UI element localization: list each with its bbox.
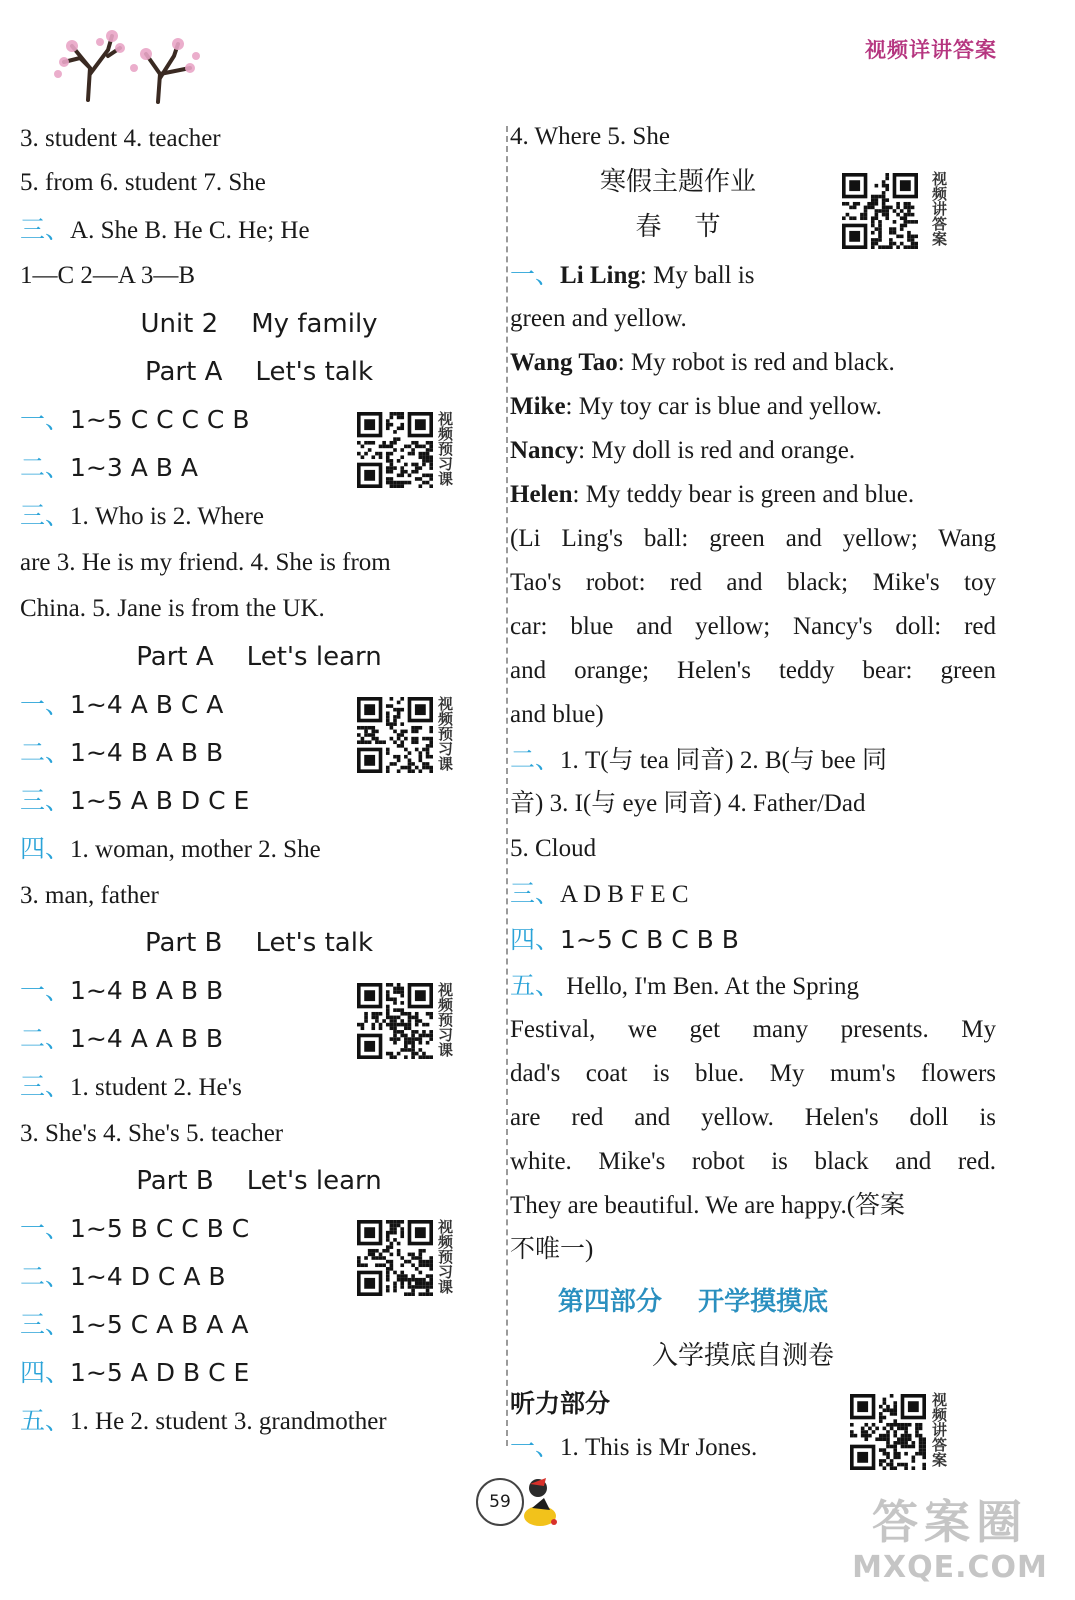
watermark-top: 答案圈 [872,1495,1028,1549]
listening-section-label: 听力部分 [510,1389,611,1418]
section-marker: 一、 [20,1214,71,1243]
section-marker: 二、 [20,1024,71,1053]
entrance-test-heading: 入学摸底自测卷 [651,1341,834,1371]
answer-line: car: blue and yellow; Nancy's doll: red [510,613,996,640]
qr-caption: 视频讲答案 [932,1391,948,1469]
answer-line: 3. She's 4. She's 5. teacher [20,1120,284,1147]
answer-line: 音) 3. I(与 eye 同音) 4. Father/Dad [510,790,866,817]
qr-code-icon[interactable] [842,173,918,249]
answer-line: Mike: My toy car is blue and yellow. [510,393,882,420]
theme-title: 春 节 [635,212,721,242]
answer-line: 一、1~4 B A B B [20,976,224,1005]
answer-line: China. 5. Jane is from the UK. [20,595,325,622]
speaker-name: Wang Tao [510,349,618,376]
qr-code-icon[interactable] [357,1220,433,1296]
speaker-name: Nancy [510,437,579,464]
part-heading: Part A Let's learn [136,642,382,672]
answer-line: 三、1. Who is 2. Where [20,501,264,530]
answer-line: 四、1~5 C B C B B [510,925,739,954]
column-divider [506,126,508,1446]
answer-line: 一、1~5 B C C B C [20,1214,250,1243]
speaker-name: Li Ling [560,262,640,289]
answer-line: green and yellow. [510,305,687,332]
section-marker: 四、 [20,834,71,863]
answer-line: 五、 Hello, I'm Ben. At the Spring [510,971,859,1000]
answer-line: 四、1~5 A D B C E [20,1358,250,1387]
section-marker: 二、 [20,453,71,482]
blossom-branch-illustration [50,28,200,106]
answer-line: 5. from 6. student 7. She [20,169,266,196]
section-marker: 三、 [20,1072,71,1101]
section-marker: 一、 [510,1432,561,1461]
part-heading: Part B Let's talk [144,928,374,958]
answer-line: 二、1~4 D C A B [20,1262,226,1291]
speaker-name: Mike [510,393,566,420]
part-heading: Part B Let's learn [136,1166,382,1196]
qr-caption: 视频预习课 [438,1218,454,1296]
answer-line: are red and yellow. Helen's doll is [510,1104,996,1131]
answer-line: 3. man, father [20,882,159,909]
qr-caption: 视频预习课 [438,410,454,488]
section-marker: 二、 [20,1262,71,1291]
answer-line: 5. Cloud [510,835,597,862]
watermark-bottom: MXQE.COM [852,1550,1048,1585]
section-marker: 三、 [20,501,71,530]
qr-caption: 视频预习课 [438,981,454,1059]
section-marker: 一、 [20,976,71,1005]
answer-line: and orange; Helen's teddy bear: green [510,657,996,684]
answer-line: 四、1. woman, mother 2. She [20,834,321,863]
section-marker: 一、 [20,690,71,719]
answer-line: Tao's robot: red and black; Mike's toy [510,569,996,596]
section-marker: 一、 [510,260,561,289]
section-marker: 二、 [510,745,561,774]
answer-line: 二、1~4 B A B B [20,738,224,767]
qr-code-icon[interactable] [850,1394,926,1470]
part-four-heading: 第四部分 开学摸摸底 [557,1287,829,1317]
answer-line: 1—C 2—A 3—B [20,262,196,289]
qr-code-icon[interactable] [357,983,433,1059]
qr-caption: 视频预习课 [438,695,454,773]
answer-line: white. Mike's robot is black and red. [510,1148,996,1175]
video-answer-label: 视频详讲答案 [865,38,997,62]
answer-line: 一、1~5 C C C C B [20,405,250,434]
answer-line: Helen: My teddy bear is green and blue. [510,481,915,508]
section-marker: 二、 [20,738,71,767]
qr-code-icon[interactable] [357,697,433,773]
answer-line: 三、1~5 A B D C E [20,786,250,815]
unit-heading: Unit 2 My family [140,309,378,339]
homework-title: 寒假主题作业 [599,167,756,197]
answer-line: 3. student 4. teacher [20,125,221,152]
answer-line: 一、1. This is Mr Jones. [510,1432,758,1461]
section-marker: 三、 [20,1310,71,1339]
answer-line: 五、1. He 2. student 3. grandmother [20,1406,387,1435]
answer-line: Wang Tao: My robot is red and black. [510,349,895,376]
answer-line: 4. Where 5. She [510,123,670,150]
answer-line: dad's coat is blue. My mum's flowers [510,1060,996,1087]
answer-line: 一、Li Ling: My ball is [510,260,755,289]
answer-line: are 3. He is my friend. 4. She is from [20,549,391,576]
answer-line: They are beautiful. We are happy.(答案 [510,1192,906,1219]
answer-line: Nancy: My doll is red and orange. [510,437,856,464]
watermark [835,1494,1065,1594]
section-marker: 四、 [20,1358,71,1387]
qr-caption: 视频讲答案 [932,170,948,248]
answer-line: 二、1. T(与 tea 同音) 2. B(与 bee 同 [510,745,888,774]
page-number: 59 [476,1478,524,1526]
answer-line: 不唯一) [510,1236,594,1263]
answer-line: and blue) [510,701,604,728]
part-heading: Part A Let's talk [144,357,374,387]
qr-code-icon[interactable] [357,412,433,488]
answer-line: 三、1. student 2. He's [20,1072,242,1101]
answer-line: 三、A. She B. He C. He; He [20,215,310,244]
section-marker: 三、 [510,879,561,908]
section-marker: 三、 [20,786,71,815]
section-marker: 三、 [20,215,71,244]
section-marker: 四、 [510,925,561,954]
section-marker: 五、 [20,1406,71,1435]
answer-line: 二、1~4 A A B B [20,1024,224,1053]
answer-line: 三、A D B F E C [510,879,689,908]
section-marker: 五、 [510,971,561,1000]
answer-line: 三、1~5 C A B A A [20,1310,249,1339]
speaker-name: Helen [510,481,573,508]
answer-line: (Li Ling's ball: green and yellow; Wang [510,525,996,552]
section-marker: 一、 [20,405,71,434]
mascot-icon [516,1468,566,1528]
answer-line: 二、1~3 A B A [20,453,198,482]
answer-line: 一、1~4 A B C A [20,690,224,719]
answer-line: Festival, we get many presents. My [510,1016,996,1043]
